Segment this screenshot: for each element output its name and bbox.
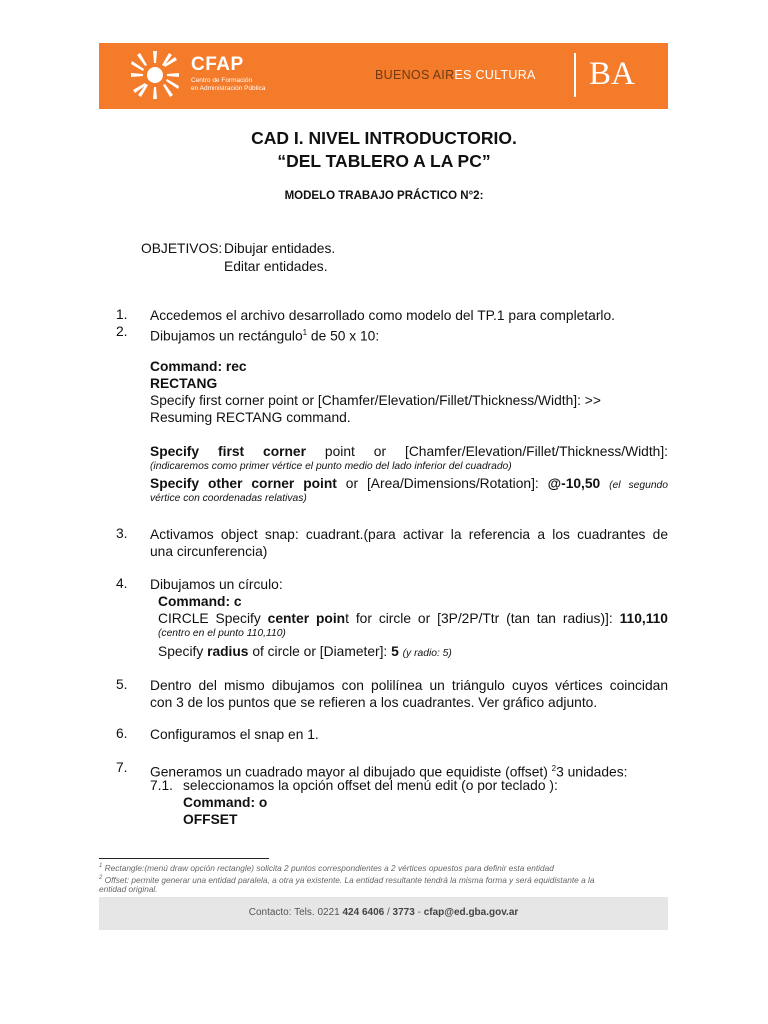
step-1-text: Accedemos el archivo desarrollado como modelo del TP.1 para completarlo.: [150, 308, 615, 323]
cfap-sun-icon: [129, 49, 181, 101]
objective-1: Dibujar entidades.: [224, 241, 336, 256]
step-3-text-line2: una circunferencia): [150, 544, 268, 559]
footnote-2-cont: entidad original.: [99, 884, 158, 894]
page-title-line2: “DEL TABLERO A LA PC”: [277, 151, 491, 171]
objectives-label: OBJETIVOS:: [141, 241, 223, 256]
step-4-radius-prompt: Specify radius of circle or [Diameter]: 5 (y radio: 5): [158, 644, 452, 659]
step-2-first-corner-note: (indicaremos como primer vértice el punto medio del lado inferior del cuadrado): [150, 461, 512, 472]
step-7-text: Generamos un cuadrado mayor al dibujado que equidiste (offset) $^2$3 unidades:: [150, 764, 628, 780]
step-7-1-text: seleccionamos la opción offset del menú edit (o por teclado ):: [183, 778, 558, 793]
step-5-text-line2: con 3 de los puntos que se refieren a los cuadrantes. Ver gráfico adjunto.: [150, 695, 598, 710]
header-banner: [99, 43, 668, 109]
page-title: CAD I. NIVEL INTRODUCTORIO.: [251, 128, 517, 148]
step-2-prompt-2: Resuming RECTANG command.: [150, 410, 351, 425]
step-4-text: Dibujamos un círculo:: [150, 577, 283, 592]
footnote-separator: [99, 858, 269, 859]
page-subtitle: MODELO TRABAJO PRÁCTICO N°2:: [284, 190, 484, 202]
step-4-center-prompt: CIRCLE Specify center point for circle or [3P/2P/Ttr (tan tan radius)]: 110,110: [158, 611, 668, 626]
step-3-text-line1: Activamos object snap: cuadrant.(para activar la referencia a los cuadrantes de: [150, 527, 668, 542]
step-6-number: 6.: [116, 726, 128, 741]
step-2-command: Command: rec: [150, 359, 247, 374]
step-2-prompt-1: Specify first corner point or [Chamfer/Elevation/Fillet/Thickness/Width]: >>: [150, 393, 601, 408]
step-7-number: 7.: [116, 760, 128, 775]
step-2-other-corner-note: vértice con coordenadas relativas): [150, 493, 307, 504]
cfap-logo-text: CFAP: [191, 54, 244, 75]
step-2-text: Dibujamos un rectángulo$^1$ de 50 x 10:: [150, 328, 380, 344]
step-7-1-number: 7.1.: [150, 778, 174, 793]
footnote-1: $^1$ Rectangle:(menú draw opción rectangle) solicita 2 puntos correspondientes a 2 vértices opuestos para definir esta entidad: [99, 862, 554, 873]
step-2-first-corner: Specify first corner point or [Chamfer/Elevation/Fillet/Thickness/Width]:: [150, 444, 669, 459]
ba-logo: BA: [589, 56, 635, 92]
objective-2: Editar entidades.: [224, 259, 328, 274]
step-6-text: Configuramos el snap en 1.: [150, 727, 319, 742]
step-3-number: 3.: [116, 526, 128, 541]
step-1-number: 1.: [116, 307, 128, 322]
contact-footer: [99, 897, 668, 930]
cfap-subtitle: Centro de Formación en Administración Pública: [191, 77, 266, 92]
step-4-number: 4.: [116, 576, 128, 591]
footnote-2: $^2$ Offset: permite generar una entidad paralela, a otra ya existente. La entidad resultante tendrá la misma forma y será equidistante a la: [99, 874, 595, 885]
step-7-command: Command: o: [183, 795, 268, 810]
header-divider: [574, 53, 576, 97]
buenos-aires-cultura: BUENOS AIRES CULTURA: [375, 68, 536, 82]
step-4-center-note: (centro en el punto 110,110): [158, 628, 286, 639]
step-2-number: 2.: [116, 324, 128, 339]
step-5-number: 5.: [116, 677, 128, 692]
contact-text: Contacto: Tels. 0221 424 6406 / 3773 - cfap@ed.gba.gov.ar: [248, 907, 519, 918]
contact-email-link[interactable]: cfap@ed.gba.gov.ar: [423, 907, 519, 918]
step-7-command-name: OFFSET: [183, 812, 238, 827]
step-5-text-line1: Dentro del mismo dibujamos con polilínea un triángulo cuyos vértices coincidan: [150, 678, 668, 693]
step-2-other-corner: Specify other corner point or [Area/Dimensions/Rotation]: @-10,50 (el segundo: [150, 476, 668, 491]
step-2-command-name: RECTANG: [150, 376, 218, 391]
step-4-command: Command: c: [158, 594, 242, 609]
